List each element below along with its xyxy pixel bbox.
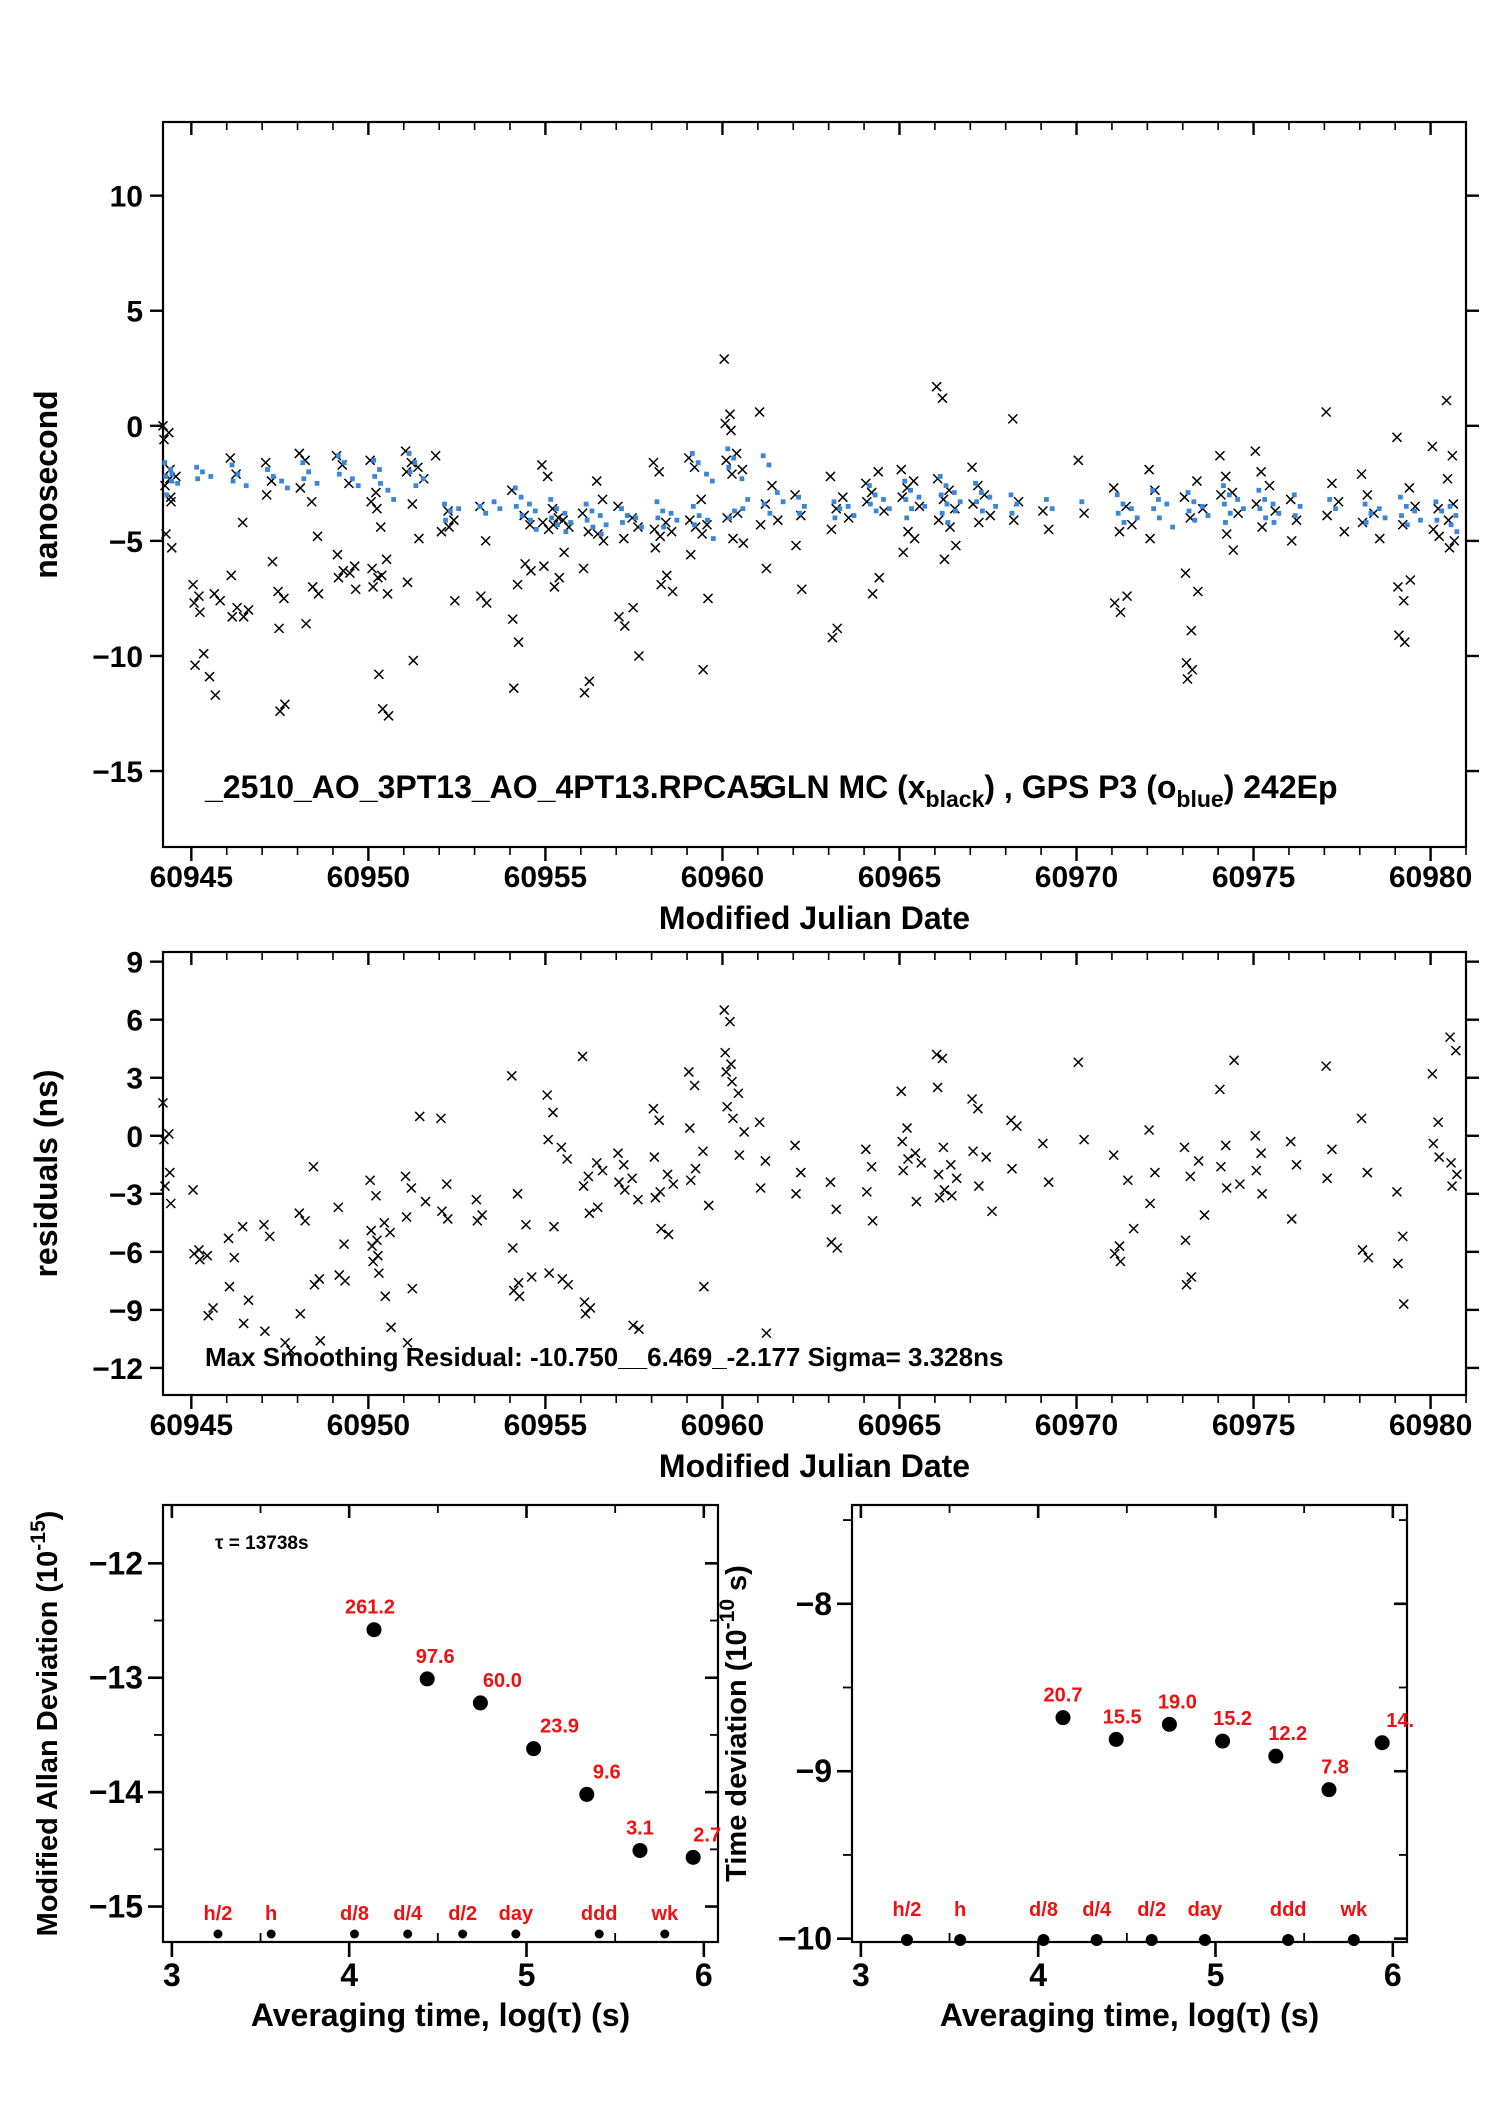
tau-marker-dot — [350, 1930, 359, 1939]
y-tick-label: −6 — [108, 1236, 143, 1270]
data-point — [1162, 1717, 1177, 1732]
y-tick-label: 6 — [126, 1004, 143, 1038]
x-tick-label: 60950 — [326, 861, 411, 894]
data-point — [420, 1671, 435, 1686]
x-axis-label: Modified Julian Date — [658, 1448, 971, 1484]
point-value-label: 15.5 — [1102, 1706, 1142, 1729]
y-tick-label: −10 — [92, 640, 143, 674]
tau-annotation: τ = 13738s — [215, 1533, 309, 1554]
y-tick-label: −3 — [108, 1178, 143, 1212]
tau-marker-label: d/2 — [448, 1903, 478, 1925]
x-axis-label: Averaging time, log(τ) (s) — [250, 1997, 631, 2033]
y-tick-label: 3 — [126, 1062, 143, 1096]
y-tick-label: −12 — [88, 1545, 143, 1582]
panel-residuals-vs-mjd — [28, 947, 1479, 1484]
panel1-title-id: _2510_AO_3PT13_AO_4PT13.RPCA5 — [205, 769, 768, 805]
tau-marker-label: day — [1187, 1899, 1223, 1921]
x-tick-label: 60975 — [1211, 1409, 1296, 1442]
x-axis-label: Modified Julian Date — [658, 900, 971, 936]
x-tick-label: 3 — [851, 1957, 870, 1993]
panel-modified-allan-deviation — [27, 1505, 721, 2033]
y-tick-label: −5 — [108, 525, 143, 559]
point-value-label: 2.7 — [693, 1824, 722, 1847]
x-tick-label: 60945 — [149, 1409, 234, 1442]
tau-marker-label: h — [954, 1899, 967, 1921]
y-tick-label: −14 — [88, 1774, 143, 1811]
tau-marker-label: ddd — [1269, 1899, 1307, 1921]
x-tick-label: 4 — [1029, 1957, 1048, 1993]
point-value-label: 12.2 — [1268, 1723, 1308, 1746]
tau-marker-label: d/4 — [1082, 1899, 1112, 1921]
x-tick-label: 60975 — [1211, 861, 1296, 894]
tau-marker-label: d/4 — [393, 1903, 423, 1925]
x-tick-label: 60955 — [503, 861, 588, 894]
point-value-label: 19.0 — [1157, 1691, 1197, 1714]
y-tick-label: −15 — [92, 756, 143, 790]
tau-marker-dot — [595, 1930, 604, 1939]
x-tick-label: 60945 — [149, 861, 234, 894]
y-axis-label: nanosecond — [28, 390, 64, 579]
y-tick-label: 5 — [126, 295, 143, 329]
tau-marker-dot — [458, 1930, 467, 1939]
x-axis-label: Averaging time, log(τ) (s) — [939, 1997, 1320, 2033]
tau-marker-label: wk — [651, 1903, 679, 1925]
data-point — [579, 1787, 594, 1802]
point-value-label: 97.6 — [415, 1645, 455, 1668]
tau-marker-dot — [403, 1930, 412, 1939]
x-tick-label: 3 — [162, 1957, 181, 1993]
tau-marker-label: d/8 — [1029, 1899, 1058, 1921]
point-value-label: 14. — [1386, 1709, 1415, 1732]
x-tick-label: 60965 — [857, 1409, 942, 1442]
tau-marker-dot — [511, 1930, 520, 1939]
y-tick-label: −9 — [108, 1294, 143, 1328]
data-point — [1215, 1734, 1230, 1749]
series-residuals — [159, 1006, 1462, 1355]
data-point — [686, 1850, 701, 1865]
point-value-label: 60.0 — [482, 1669, 522, 1692]
tau-marker-dot — [1282, 1934, 1294, 1946]
point-value-label: 7.8 — [1321, 1756, 1349, 1779]
x-tick-label: 60950 — [326, 1409, 411, 1442]
data-point — [526, 1741, 541, 1756]
data-point — [1109, 1732, 1124, 1747]
y-tick-label: −12 — [92, 1352, 143, 1386]
data-point — [367, 1622, 382, 1637]
data-point — [473, 1695, 488, 1710]
point-value-label: 15.2 — [1213, 1708, 1253, 1731]
series-gln-mc — [159, 355, 1459, 721]
point-value-label: 9.6 — [592, 1761, 621, 1784]
x-tick-label: 60980 — [1388, 1409, 1473, 1442]
point-value-label: 23.9 — [540, 1715, 580, 1738]
tau-marker-dot — [1199, 1934, 1211, 1946]
panel-nanosecond-vs-mjd — [28, 122, 1479, 936]
x-tick-label: 5 — [1206, 1957, 1225, 1993]
x-tick-label: 60970 — [1034, 1409, 1119, 1442]
data-point — [1321, 1782, 1336, 1797]
tau-marker-dot — [1348, 1934, 1360, 1946]
y-axis-label: Modified Allan Deviation $(10^{-15})$ — [27, 1510, 64, 1937]
tau-marker-label: d/8 — [340, 1903, 369, 1925]
y-tick-label: 0 — [126, 410, 143, 444]
x-tick-label: 60965 — [857, 861, 942, 894]
data-point — [1375, 1735, 1390, 1750]
point-value-label: 3.1 — [626, 1817, 654, 1840]
series-gps-p3 — [162, 446, 1459, 541]
x-tick-label: 60970 — [1034, 861, 1119, 894]
y-tick-label: 0 — [126, 1120, 143, 1154]
y-tick-label: −15 — [88, 1888, 143, 1925]
data-point — [632, 1843, 647, 1858]
x-tick-label: 60960 — [680, 1409, 765, 1442]
point-value-label: 261.2 — [344, 1596, 396, 1619]
tau-marker-label: day — [498, 1903, 534, 1925]
x-tick-label: 4 — [340, 1957, 359, 1993]
tau-marker-dot — [954, 1934, 966, 1946]
y-axis-label: Time deviation ($10^{-10}$ s) — [716, 1565, 753, 1882]
tau-marker-label: h — [265, 1903, 278, 1925]
tau-marker-label: ddd — [580, 1903, 618, 1925]
point-value-label: 20.7 — [1043, 1684, 1083, 1707]
panel-time-deviation — [716, 1505, 1414, 2033]
y-tick-label: −9 — [795, 1753, 832, 1790]
y-tick-label: −10 — [777, 1920, 832, 1957]
x-tick-label: 60955 — [503, 1409, 588, 1442]
tau-marker-label: h/2 — [203, 1903, 233, 1925]
x-tick-label: 5 — [517, 1957, 536, 1993]
tau-marker-dot — [1091, 1934, 1103, 1946]
data-point — [1268, 1749, 1283, 1764]
y-tick-label: 9 — [126, 946, 143, 980]
tau-marker-dot — [1038, 1934, 1050, 1946]
x-tick-label: 6 — [1383, 1957, 1402, 1993]
tau-marker-dot — [267, 1930, 276, 1939]
x-tick-label: 60980 — [1388, 861, 1473, 894]
tau-marker-dot — [1146, 1934, 1158, 1946]
data-point — [1056, 1710, 1071, 1725]
max-smoothing-residual-annotation: Max Smoothing Residual: -10.750__6.469_-2.177 Sigma= 3.328ns — [205, 1342, 1004, 1372]
y-tick-label: −8 — [795, 1585, 832, 1622]
tau-marker-label: wk — [1340, 1899, 1368, 1921]
tau-marker-dot — [660, 1930, 669, 1939]
tau-marker-label: d/2 — [1137, 1899, 1167, 1921]
y-axis-label: residuals (ns) — [28, 1069, 64, 1278]
x-tick-label: 6 — [694, 1957, 713, 1993]
y-tick-label: 10 — [109, 180, 143, 214]
panel1-title-legend: GLN MC $(x_{black})$ , GPS P3 $(o_{blue})$ 242Ep — [762, 769, 1338, 812]
tau-marker-dot — [213, 1930, 222, 1939]
x-tick-label: 60960 — [680, 861, 765, 894]
y-tick-label: −13 — [88, 1659, 143, 1696]
tau-marker-dot — [901, 1934, 913, 1946]
tau-marker-label: h/2 — [892, 1899, 922, 1921]
